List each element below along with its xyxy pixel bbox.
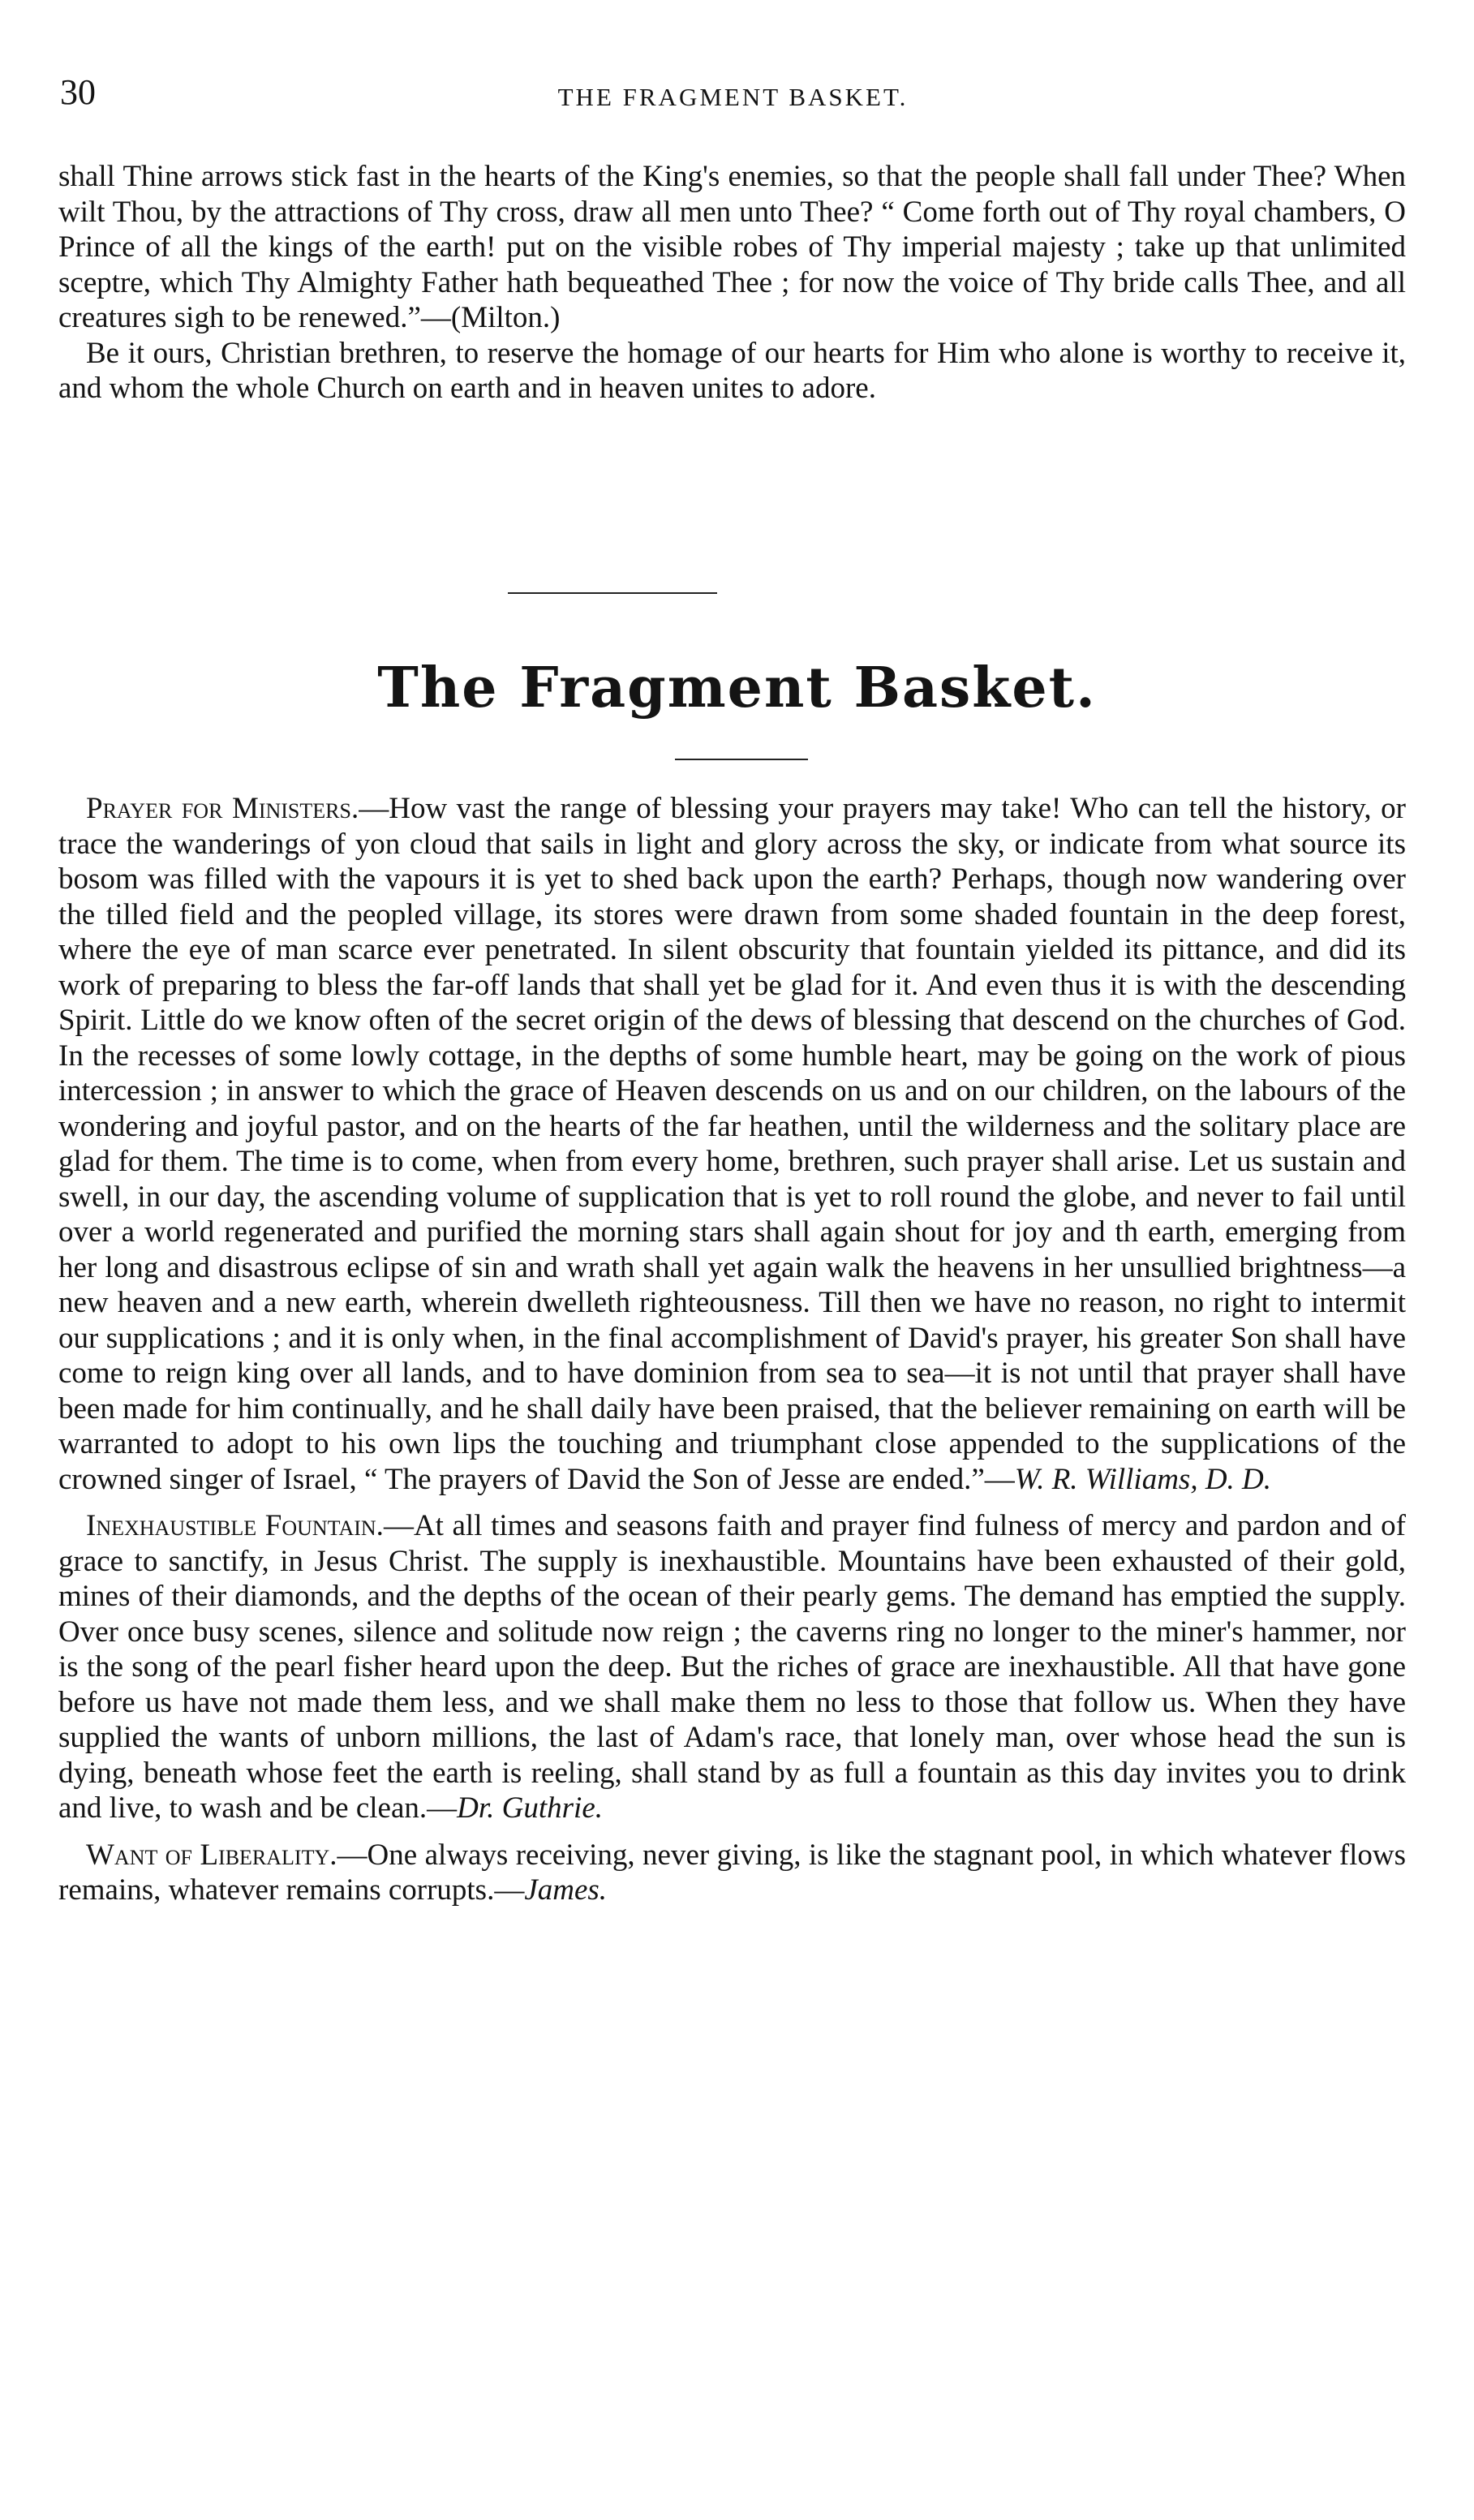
continuation-paragraph: Be it ours, Christian brethren, to reserve the homage of our hearts for Him who alone is worthy to receive it, and whom the whole Church on earth and in heaven unites to adore. [58,336,1406,405]
article-author: Dr. Guthrie. [457,1791,603,1825]
article-title: Inexhaustible Fountain. [86,1509,384,1542]
running-header [60,71,1406,120]
running-title: THE FRAGMENT BASKET. [557,83,909,111]
separator-rule [508,592,717,594]
article-body: —At all times and seasons faith and prayer find fulness of mercy and pardon and of grace to sanctify, in Jesus Christ. The supply is inexhaustible. Mountains have been exhausted of their gold, mines of their diamonds, and the depths of the ocean of their pearly gems. The demand has emptied the supply. Over once busy scenes, silence and solitude now reign ; the caverns ring no longer to the miner's hammer, nor is the song of the pearl fisher heard upon the deep. But the riches of grace are inexhaustible. All that have gone before us have not made them less, and we shall make them no less to those that follow us. When they have supplied the wants of unborn millions, the last of Adam's race, that lonely man, over whose head the sun is dying, beneath whose feet the earth is reeling, shall stand by as full a fountain as this day invites you to drink and live, to wash and be clean.— [58,1509,1406,1825]
continuation-paragraph: shall Thine arrows stick fast in the hearts of the King's enemies, so that the people shall fall under Thee? When wilt Thou, by the attractions of Thy cross, draw all men unto Thee? “ Come forth out of Thy royal chambers, O Prince of all the kings of the earth! put on the visible robes of Thy imperial majesty ; take up that unlimited sceptre, which Thy Almighty Father hath bequeathed Thee ; for now the voice of Thy bride calls Thee, and all creatures sigh to be renewed.”—(Milton.) [58,160,1406,334]
articles [58,791,1406,1920]
article-title: Want of Liberality. [86,1838,337,1872]
page-number: 30 [60,72,96,112]
article-author: James. [524,1873,608,1907]
title-underline [675,759,808,760]
article-inexhaustible-fountain [58,1508,1406,1826]
article-prayer-for-ministers [58,791,1406,1497]
article-author: W. R. Williams, D. D. [1014,1462,1272,1496]
article-title: Prayer for Ministers. [86,792,359,825]
article-want-of-liberality [58,1838,1406,1908]
continuation-text [58,159,1406,406]
article-body: —One always receiving, never giving, is like the stagnant pool, in which whatever flows remains, whatever remains corrupts.— [58,1838,1406,1907]
article-body: —How vast the range of blessing your prayers may take! Who can tell the history, or trace the wanderings of yon cloud that sails in light and glory across the sky, or indicate from what source its bosom was filled with the vapours it is yet to shed back upon the earth? Perhaps, though now wandering over the tilled field and the peopled village, its stores were drawn from some shaded fountain in the deep forest, where the eye of man scarce ever penetrated. In silent obscurity that fountain yielded its pittance, and did its work of preparing to bless the far-off lands that shall yet be glad for it. And even thus it is with the descending Spirit. Little do we know often of the secret origin of the dews of blessing that descend on the churches of God. In the recesses of some lowly cottage, in the depths of some humble heart, may be going on the work of pious intercession ; in answer to which the grace of Heaven descends on us and on our children, on the labours of the wondering and joyful pastor, and on the hearts of the far heathen, until the wilderness and the solitary place are glad for them. The time is to come, when from every home, brethren, such prayer shall arise. Let us sustain and swell, in our day, the ascending volume of supplication that is yet to roll round the globe, and never to fail until over a world regenerated and purified the morning stars shall again shout for joy and th earth, emerging from her long and disastrous eclipse of sin and wrath shall yet again walk the heavens in her unsullied brightness—a new heaven and a new earth, wherein dwelleth righteousness. Till then we have no reason, no right to intermit our supplications ; and it is only when, in the final accomplishment of David's prayer, his greater Son shall have come to reign king over all lands, and to have dominion from sea to sea—it is not until that prayer shall have been made for him continually, and he shall daily have been praised, that the believer remaining on earth will be warranted to adopt to his own lips the touching and triumphant close appended to the supplications of the crowned singer of Israel, “ The prayers of David the Son of Jesse are ended.”— [58,792,1406,1496]
section-title: The Fragment Basket. [377,656,1097,720]
